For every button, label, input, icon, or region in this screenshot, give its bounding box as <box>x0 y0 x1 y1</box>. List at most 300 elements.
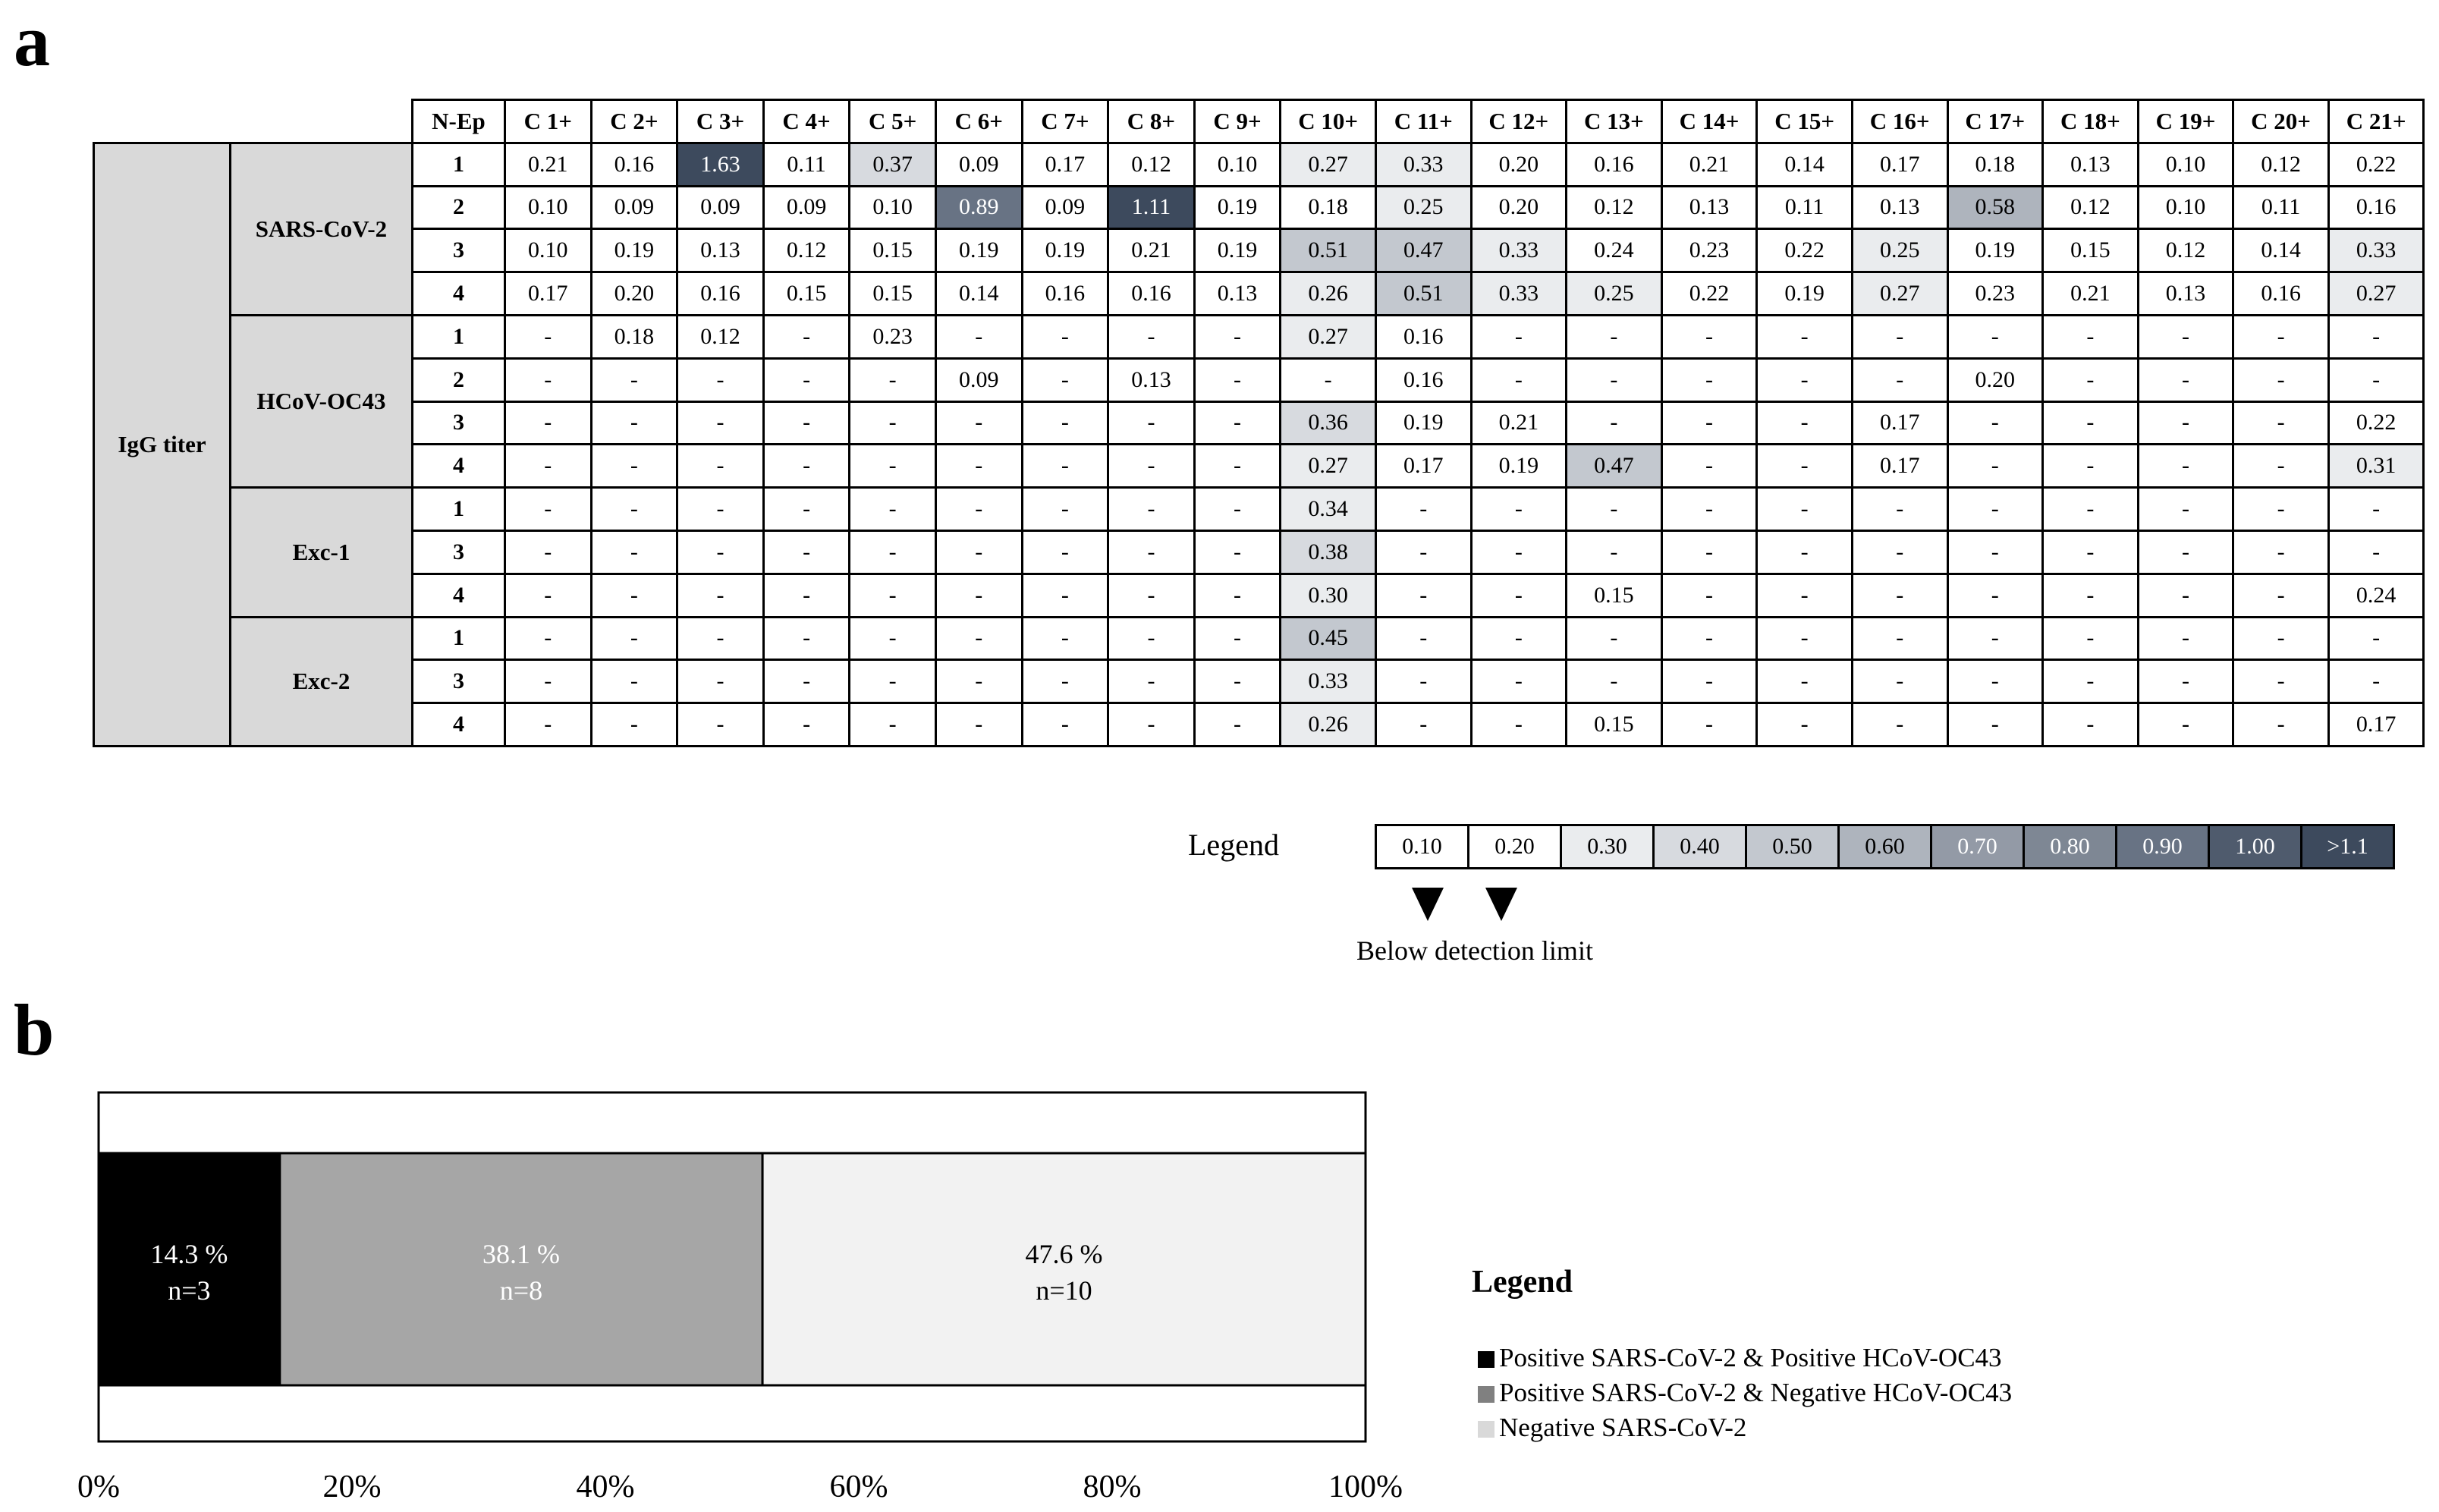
heatmap-cell: 0.22 <box>2328 401 2424 445</box>
heatmap-cell: 0.10 <box>505 229 592 272</box>
panel-b-label: b <box>14 989 55 1070</box>
heatmap-cell: 0.30 <box>1281 574 1376 617</box>
heatmap-cell: - <box>1757 401 1853 445</box>
heatmap-cell: - <box>1852 574 1947 617</box>
heatmap-cell: - <box>935 617 1022 660</box>
heatmap-cell: - <box>505 574 592 617</box>
heatmap-cell: 0.13 <box>677 229 764 272</box>
x-tick-label: 60% <box>829 1470 888 1504</box>
heatmap-cell: - <box>763 315 850 358</box>
heatmap-cell: - <box>1022 445 1108 488</box>
heatmap-cell: - <box>1471 488 1567 531</box>
legend-label: Positive SARS-CoV-2 & Negative HCoV-OC43 <box>1499 1378 2013 1407</box>
nep-cell: 4 <box>413 574 505 617</box>
heatmap-cell: - <box>1108 315 1195 358</box>
heatmap-cell: - <box>763 574 850 617</box>
legend-scale-cell: 0.80 <box>2024 825 2117 869</box>
heatmap-cell: - <box>677 574 764 617</box>
heatmap-cell: - <box>1661 488 1757 531</box>
heatmap-cell: 0.17 <box>1852 445 1947 488</box>
heatmap-cell: 0.12 <box>763 229 850 272</box>
heatmap-cell: 0.09 <box>935 358 1022 401</box>
legend-scale-cell: 0.50 <box>1746 825 1839 869</box>
heatmap-cell: - <box>1375 530 1471 574</box>
heatmap-cell: - <box>2043 488 2139 531</box>
heatmap-cell: - <box>763 530 850 574</box>
heatmap-cell: 0.12 <box>2043 186 2139 229</box>
igg-heatmap-table <box>93 99 2425 747</box>
bar-count-label: n=3 <box>168 1275 211 1306</box>
heatmap-cell: 0.19 <box>1194 186 1281 229</box>
nep-cell: 2 <box>413 186 505 229</box>
heatmap-cell: 0.19 <box>1947 229 2043 272</box>
heatmap-cell: - <box>591 445 677 488</box>
bar-count-label: n=10 <box>1036 1275 1092 1306</box>
heatmap-cell: 0.16 <box>2233 272 2329 316</box>
heatmap-cell: 0.19 <box>1757 272 1853 316</box>
heatmap-cell: - <box>2233 660 2329 703</box>
heatmap-cell: 0.09 <box>935 143 1022 186</box>
heatmap-cell: 0.17 <box>2328 703 2424 747</box>
heatmap-cell: 0.11 <box>763 143 850 186</box>
table-row <box>94 574 2424 617</box>
bar-percent-label: 38.1 % <box>482 1239 560 1269</box>
column-header: C 1+ <box>505 100 592 143</box>
heatmap-cell: 0.15 <box>850 272 936 316</box>
column-header: C 12+ <box>1471 100 1567 143</box>
heatmap-cell: - <box>505 358 592 401</box>
legend-scale-cell: 0.10 <box>1376 825 1469 869</box>
bar-segment <box>762 1153 1366 1385</box>
heatmap-cell: - <box>505 617 592 660</box>
heatmap-cell: - <box>2233 617 2329 660</box>
heatmap-cell: - <box>1375 660 1471 703</box>
table-row <box>94 186 2424 229</box>
heatmap-cell: - <box>591 703 677 747</box>
column-header: C 6+ <box>935 100 1022 143</box>
heatmap-cell: 0.33 <box>1375 143 1471 186</box>
legend-scale-cell: 1.00 <box>2209 825 2302 869</box>
nep-cell: 4 <box>413 272 505 316</box>
heatmap-cell: - <box>677 660 764 703</box>
heatmap-cell: 0.38 <box>1281 530 1376 574</box>
heatmap-cell: 0.26 <box>1281 272 1376 316</box>
heatmap-cell: - <box>1852 315 1947 358</box>
heatmap-cell: - <box>850 703 936 747</box>
legend-item-pos-neg <box>1478 1376 2012 1410</box>
heatmap-cell: - <box>2138 703 2233 747</box>
heatmap-cell: - <box>935 660 1022 703</box>
table-row <box>94 530 2424 574</box>
heatmap-cell: 0.20 <box>1471 143 1567 186</box>
heatmap-cell: 0.25 <box>1852 229 1947 272</box>
heatmap-cell: - <box>1757 660 1853 703</box>
heatmap-cell: - <box>677 445 764 488</box>
nep-column-header: N-Ep <box>413 100 505 143</box>
heatmap-cell: - <box>1947 530 2043 574</box>
heatmap-cell: 0.09 <box>1022 186 1108 229</box>
nep-cell: 4 <box>413 703 505 747</box>
heatmap-cell: 0.17 <box>1852 143 1947 186</box>
heatmap-cell: 0.37 <box>850 143 936 186</box>
heatmap-cell: - <box>1757 703 1853 747</box>
heatmap-cell: - <box>1471 617 1567 660</box>
heatmap-cell: - <box>1108 401 1195 445</box>
heatmap-cell: - <box>1022 401 1108 445</box>
heatmap-cell: 0.19 <box>1194 229 1281 272</box>
heatmap-cell: - <box>2043 574 2139 617</box>
heatmap-cell: - <box>2138 660 2233 703</box>
legend-scale-cell: 0.90 <box>2117 825 2209 869</box>
heatmap-cell: - <box>850 445 936 488</box>
group-label: SARS-CoV-2 <box>231 143 413 315</box>
heatmap-cell: 0.13 <box>1852 186 1947 229</box>
heatmap-cell: 0.22 <box>1661 272 1757 316</box>
heatmap-cell: - <box>1022 703 1108 747</box>
heatmap-cell: - <box>1947 445 2043 488</box>
heatmap-cell: - <box>1852 660 1947 703</box>
heatmap-cell: 0.13 <box>1661 186 1757 229</box>
heatmap-cell: 0.14 <box>2233 229 2329 272</box>
heatmap-cell: 0.12 <box>2233 143 2329 186</box>
heatmap-cell: - <box>677 358 764 401</box>
heatmap-cell: 0.19 <box>591 229 677 272</box>
heatmap-cell: 0.17 <box>1852 401 1947 445</box>
legend-scale-cell: 0.70 <box>1931 825 2024 869</box>
heatmap-cell: - <box>1471 530 1567 574</box>
table-row <box>94 445 2424 488</box>
heatmap-cell: 0.20 <box>1947 358 2043 401</box>
group-label: Exc-2 <box>231 617 413 746</box>
legend-swatch <box>1478 1386 1495 1403</box>
heatmap-legend-title: Legend <box>1188 828 1279 862</box>
heatmap-cell: - <box>2233 703 2329 747</box>
heatmap-cell: - <box>2138 445 2233 488</box>
heatmap-cell: - <box>2233 315 2329 358</box>
heatmap-cell: 0.27 <box>1852 272 1947 316</box>
heatmap-cell: - <box>2233 401 2329 445</box>
heatmap-cell: - <box>1471 574 1567 617</box>
heatmap-cell: - <box>1108 574 1195 617</box>
heatmap-cell: - <box>2233 530 2329 574</box>
heatmap-legend-scale <box>1375 824 2395 869</box>
heatmap-cell: 0.15 <box>1567 574 1662 617</box>
heatmap-cell: 0.10 <box>2138 143 2233 186</box>
heatmap-cell: - <box>1022 574 1108 617</box>
legend-scale-cell: >1.1 <box>2302 825 2394 869</box>
heatmap-cell: - <box>677 703 764 747</box>
nep-cell: 2 <box>413 358 505 401</box>
heatmap-cell: 0.31 <box>2328 445 2424 488</box>
heatmap-cell: - <box>505 445 592 488</box>
heatmap-cell: - <box>935 530 1022 574</box>
heatmap-cell: - <box>591 660 677 703</box>
heatmap-cell: - <box>1194 401 1281 445</box>
column-header: C 18+ <box>2043 100 2139 143</box>
heatmap-cell: 0.33 <box>1471 229 1567 272</box>
heatmap-cell: - <box>763 617 850 660</box>
heatmap-cell: - <box>1471 315 1567 358</box>
heatmap-cell: 0.12 <box>1108 143 1195 186</box>
heatmap-cell: - <box>1375 574 1471 617</box>
legend-item-pos-pos <box>1478 1341 2002 1375</box>
heatmap-cell: - <box>2043 401 2139 445</box>
heatmap-cell: 0.15 <box>1567 703 1662 747</box>
column-header: C 15+ <box>1757 100 1853 143</box>
heatmap-cell: 0.14 <box>1757 143 1853 186</box>
heatmap-cell: 0.11 <box>1757 186 1853 229</box>
heatmap-cell: - <box>1375 617 1471 660</box>
heatmap-cell: - <box>850 574 936 617</box>
heatmap-cell: - <box>1947 660 2043 703</box>
heatmap-cell: 0.12 <box>1567 186 1662 229</box>
heatmap-cell: - <box>505 401 592 445</box>
heatmap-cell: - <box>1852 358 1947 401</box>
heatmap-cell: 0.17 <box>1022 143 1108 186</box>
heatmap-cell: 0.18 <box>1947 143 2043 186</box>
nep-cell: 1 <box>413 488 505 531</box>
column-header: C 7+ <box>1022 100 1108 143</box>
heatmap-cell: - <box>1661 660 1757 703</box>
heatmap-cell: 0.24 <box>2328 574 2424 617</box>
heatmap-cell: 1.11 <box>1108 186 1195 229</box>
column-header: C 3+ <box>677 100 764 143</box>
table-row <box>94 143 2424 186</box>
legend-scale-cell: 0.60 <box>1839 825 1931 869</box>
heatmap-cell: 0.13 <box>1194 272 1281 316</box>
heatmap-cell: - <box>1022 660 1108 703</box>
heatmap-cell: - <box>2138 530 2233 574</box>
heatmap-cell: - <box>935 401 1022 445</box>
heatmap-cell: - <box>1757 617 1853 660</box>
heatmap-cell: - <box>1194 358 1281 401</box>
metric-label: IgG titer <box>94 143 231 746</box>
column-header: C 14+ <box>1661 100 1757 143</box>
heatmap-cell: 0.25 <box>1567 272 1662 316</box>
column-header: C 8+ <box>1108 100 1195 143</box>
heatmap-cell: - <box>2328 660 2424 703</box>
x-tick-label: 0% <box>77 1470 120 1504</box>
legend-swatch <box>1478 1421 1495 1438</box>
heatmap-cell: 0.10 <box>850 186 936 229</box>
heatmap-cell: - <box>850 530 936 574</box>
heatmap-cell: 0.14 <box>935 272 1022 316</box>
heatmap-cell: - <box>763 488 850 531</box>
heatmap-cell: - <box>935 703 1022 747</box>
heatmap-cell: 0.20 <box>591 272 677 316</box>
heatmap-cell: - <box>2233 574 2329 617</box>
heatmap-cell: - <box>2328 530 2424 574</box>
heatmap-cell: - <box>1661 315 1757 358</box>
group-label: Exc-1 <box>231 488 413 617</box>
table-row <box>94 358 2424 401</box>
heatmap-cell: - <box>1757 315 1853 358</box>
nep-cell: 1 <box>413 315 505 358</box>
heatmap-cell: - <box>1661 401 1757 445</box>
heatmap-cell: - <box>1567 358 1662 401</box>
heatmap-cell: 0.21 <box>505 143 592 186</box>
heatmap-cell: - <box>2043 315 2139 358</box>
heatmap-cell: 0.21 <box>1471 401 1567 445</box>
heatmap-cell: 0.19 <box>1375 401 1471 445</box>
heatmap-cell: 0.89 <box>935 186 1022 229</box>
heatmap-cell: - <box>2138 574 2233 617</box>
heatmap-cell: 0.18 <box>1281 186 1376 229</box>
nep-cell: 3 <box>413 229 505 272</box>
heatmap-cell: 0.10 <box>505 186 592 229</box>
heatmap-cell: - <box>505 660 592 703</box>
group-label: HCoV-OC43 <box>231 315 413 487</box>
heatmap-cell: 0.25 <box>1375 186 1471 229</box>
heatmap-cell: - <box>505 488 592 531</box>
heatmap-cell: 0.45 <box>1281 617 1376 660</box>
heatmap-cell: - <box>1757 445 1853 488</box>
heatmap-cell: - <box>1661 445 1757 488</box>
heatmap-cell: - <box>1852 488 1947 531</box>
heatmap-cell: 0.24 <box>1567 229 1662 272</box>
heatmap-cell: 0.33 <box>1281 660 1376 703</box>
column-header: C 9+ <box>1194 100 1281 143</box>
heatmap-cell: - <box>1947 703 2043 747</box>
heatmap-cell: - <box>1661 617 1757 660</box>
heatmap-cell: - <box>505 315 592 358</box>
heatmap-cell: - <box>677 530 764 574</box>
heatmap-cell: - <box>1194 574 1281 617</box>
heatmap-cell: 0.16 <box>1108 272 1195 316</box>
heatmap-cell: 0.19 <box>935 229 1022 272</box>
heatmap-cell: - <box>677 617 764 660</box>
heatmap-cell: - <box>1947 574 2043 617</box>
heatmap-cell: - <box>2233 358 2329 401</box>
heatmap-cell: - <box>1661 703 1757 747</box>
heatmap-cell: - <box>935 574 1022 617</box>
legend-label: Negative SARS-CoV-2 <box>1499 1413 1747 1442</box>
heatmap-cell: - <box>1022 488 1108 531</box>
heatmap-cell: 0.16 <box>1375 315 1471 358</box>
heatmap-cell: - <box>591 358 677 401</box>
heatmap-cell: - <box>1108 445 1195 488</box>
heatmap-cell: 0.51 <box>1375 272 1471 316</box>
column-header: C 2+ <box>591 100 677 143</box>
heatmap-cell: - <box>1661 358 1757 401</box>
table-row <box>94 315 2424 358</box>
heatmap-cell: - <box>763 445 850 488</box>
nep-cell: 3 <box>413 530 505 574</box>
heatmap-cell: 0.09 <box>677 186 764 229</box>
heatmap-cell: 0.27 <box>1281 315 1376 358</box>
heatmap-cell: 1.63 <box>677 143 764 186</box>
legend-scale-cell: 0.20 <box>1469 825 1561 869</box>
heatmap-cell: 0.15 <box>763 272 850 316</box>
heatmap-cell: - <box>763 401 850 445</box>
heatmap-cell: - <box>1471 358 1567 401</box>
heatmap-cell: 0.19 <box>1022 229 1108 272</box>
column-header: C 16+ <box>1852 100 1947 143</box>
heatmap-cell: - <box>1194 703 1281 747</box>
heatmap-cell: - <box>1567 401 1662 445</box>
heatmap-cell: - <box>1661 530 1757 574</box>
heatmap-cell: - <box>2138 358 2233 401</box>
heatmap-cell: 0.22 <box>1757 229 1853 272</box>
heatmap-cell: 0.16 <box>2328 186 2424 229</box>
heatmap-cell: - <box>2233 445 2329 488</box>
detection-limit-note: Below detection limit <box>1356 935 1593 966</box>
heatmap-cell: - <box>505 703 592 747</box>
heatmap-cell: 0.47 <box>1375 229 1471 272</box>
heatmap-cell: - <box>505 530 592 574</box>
heatmap-cell: - <box>1852 530 1947 574</box>
nep-cell: 3 <box>413 660 505 703</box>
column-header: C 10+ <box>1281 100 1376 143</box>
column-header: C 5+ <box>850 100 936 143</box>
heatmap-cell: 0.13 <box>2043 143 2139 186</box>
heatmap-cell: - <box>850 660 936 703</box>
heatmap-cell: 0.15 <box>2043 229 2139 272</box>
heatmap-cell: 0.09 <box>763 186 850 229</box>
table-row <box>94 617 2424 660</box>
heatmap-cell: - <box>1375 703 1471 747</box>
bar-legend-title: Legend <box>1472 1265 1573 1300</box>
header-row <box>94 100 2424 143</box>
heatmap-cell: 0.11 <box>2233 186 2329 229</box>
bar-segment <box>280 1153 762 1385</box>
heatmap-cell: 0.10 <box>2138 186 2233 229</box>
heatmap-cell: - <box>591 488 677 531</box>
heatmap-cell: 0.10 <box>1194 143 1281 186</box>
heatmap-cell: 0.23 <box>1947 272 2043 316</box>
detection-limit-arrow-icon <box>1485 888 1517 921</box>
heatmap-cell: 0.22 <box>2328 143 2424 186</box>
heatmap-cell: - <box>935 445 1022 488</box>
stacked-bar-chart <box>0 1047 2439 1512</box>
heatmap-cell: - <box>1757 574 1853 617</box>
legend-label: Positive SARS-CoV-2 & Positive HCoV-OC43 <box>1499 1343 2002 1372</box>
heatmap-cell: - <box>2043 703 2139 747</box>
heatmap-cell: - <box>1194 617 1281 660</box>
legend-scale-cell: 0.30 <box>1561 825 1654 869</box>
heatmap-cell: 0.17 <box>1375 445 1471 488</box>
heatmap-cell: - <box>1852 617 1947 660</box>
heatmap-cell: - <box>591 574 677 617</box>
heatmap-cell: - <box>1022 617 1108 660</box>
heatmap-cell: - <box>763 660 850 703</box>
heatmap-cell: - <box>1108 617 1195 660</box>
heatmap-cell: - <box>2233 488 2329 531</box>
heatmap-cell: 0.27 <box>1281 143 1376 186</box>
heatmap-cell: - <box>2043 530 2139 574</box>
column-header: C 21+ <box>2328 100 2424 143</box>
heatmap-cell: - <box>1281 358 1376 401</box>
heatmap-cell: - <box>1947 617 2043 660</box>
heatmap-cell: 0.21 <box>1108 229 1195 272</box>
table-row <box>94 229 2424 272</box>
nep-cell: 4 <box>413 445 505 488</box>
heatmap-cell: - <box>1852 703 1947 747</box>
heatmap-cell: - <box>1567 530 1662 574</box>
heatmap-cell: - <box>1471 660 1567 703</box>
heatmap-cell: - <box>1567 315 1662 358</box>
heatmap-cell: - <box>850 401 936 445</box>
x-tick-label: 80% <box>1083 1470 1142 1504</box>
heatmap-cell: 0.33 <box>1471 272 1567 316</box>
heatmap-cell: - <box>1567 488 1662 531</box>
heatmap-cell: - <box>850 488 936 531</box>
heatmap-cell: - <box>2043 660 2139 703</box>
heatmap-cell: - <box>1757 358 1853 401</box>
heatmap-cell: 0.26 <box>1281 703 1376 747</box>
heatmap-cell: 0.16 <box>591 143 677 186</box>
heatmap-cell: - <box>1375 488 1471 531</box>
